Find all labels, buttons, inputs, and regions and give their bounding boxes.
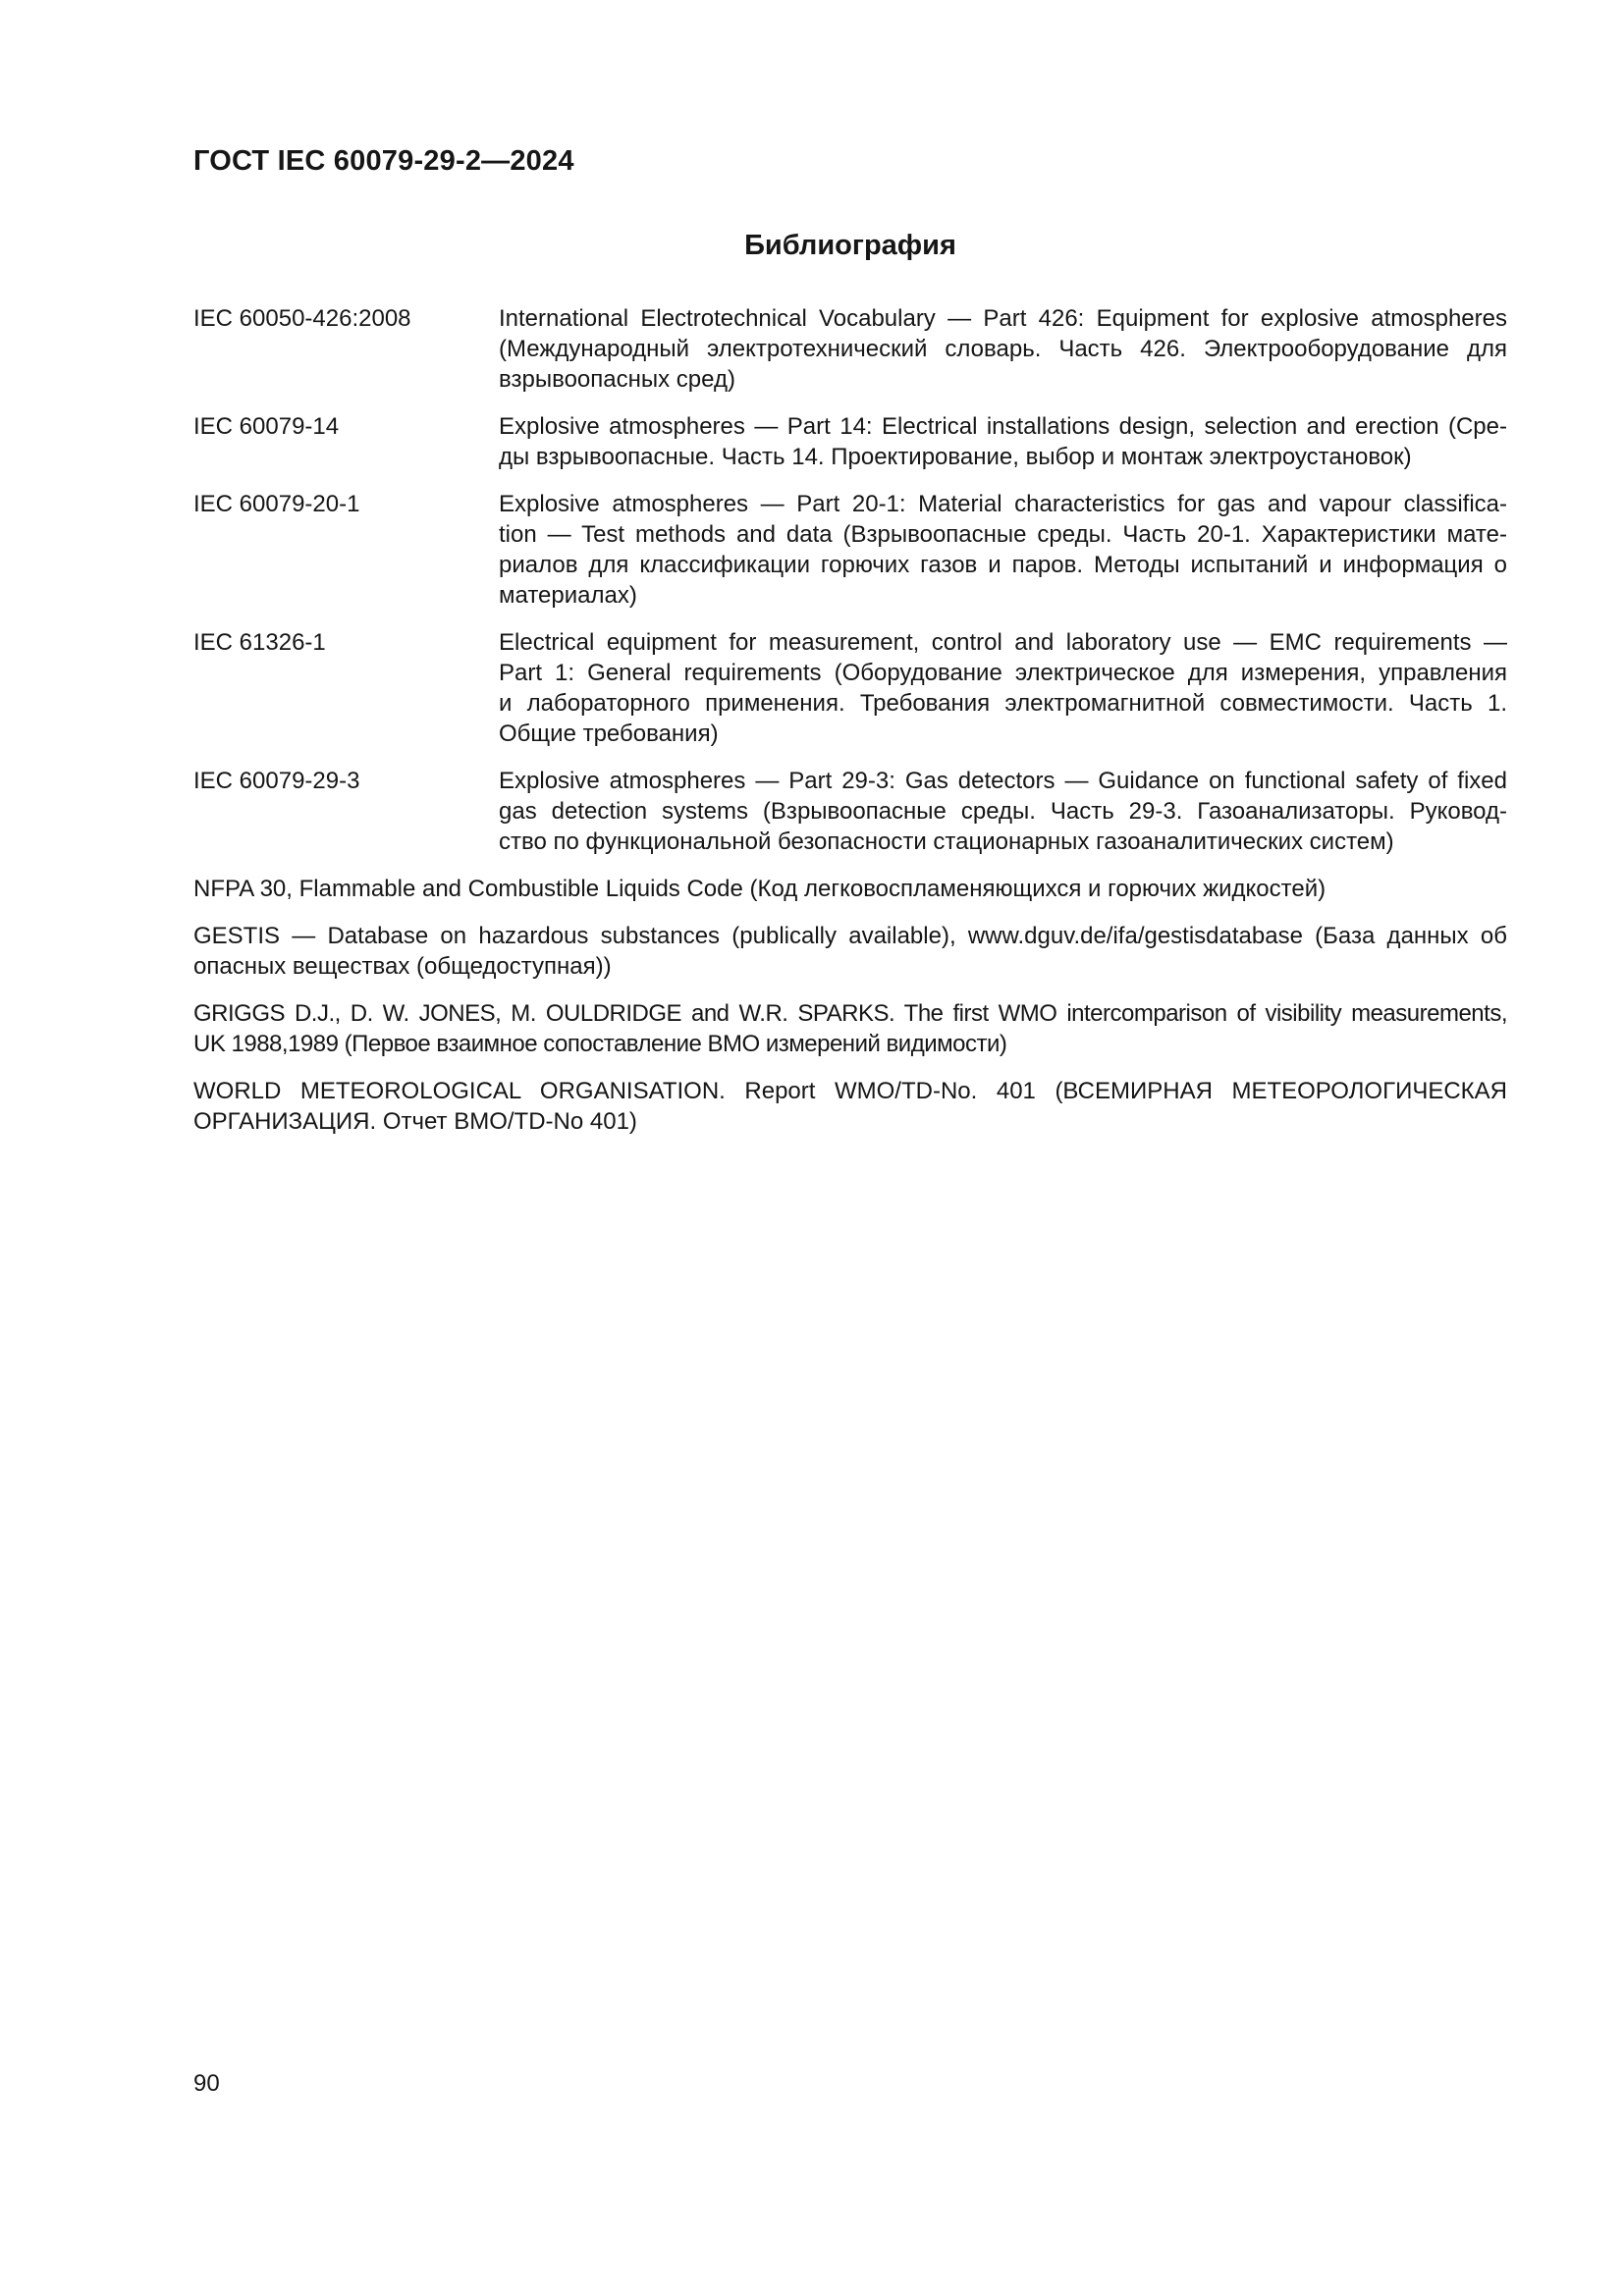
bibliography-paragraph-wmo: WORLD METEOROLOGICAL ORGANISATION. Report WMO/TD-No. 401 (ВСЕМИРНАЯ МЕТЕОРОЛОГИЧЕСКАЯ ОРГАНИЗАЦИЯ. Отчет ВМО/TD-No 401) [193, 1078, 1507, 1135]
bibliography-paragraph-griggs: GRIGGS D.J., D. W. JONES, M. OULDRIDGE and W.R. SPARKS. The first WMO intercomparison of visibility measurements, UK 1988,1989 (Первое взаимное сопоставление ВМО измерений видимости) [193, 1000, 1507, 1057]
reference-entry [193, 303, 1507, 395]
reference-description: Explosive atmospheres — Part 20-1: Material characteristics for gas and vapour classifica- tion — Test methods and data (Взрывоопасные среды. Часть 20-1. Характеристики мате- риалов для классификации горючих газов и паров. Методы испытаний и информация о материалах) [499, 491, 1507, 609]
reference-entry [193, 627, 1507, 749]
reference-id: IEC 60050-426:2008 [193, 305, 411, 332]
reference-id: IEC 60079-14 [193, 413, 340, 440]
reference-description: Explosive atmospheres — Part 14: Electrical installations design, selection and erection (Сре- ды взрывоопасные. Часть 14. Проектирование, выбор и монтаж электроустановок) [499, 413, 1507, 470]
reference-description: Explosive atmospheres — Part 29-3: Gas detectors — Guidance on functional safety of fixed gas detection systems (Взрывоопасные среды. Часть 29-3. Газоанализаторы. Руковод- ство по функциональной безопасности стационарных газоаналитических систем) [499, 768, 1507, 855]
reference-entry [193, 766, 1507, 857]
reference-description: Electrical equipment for measurement, control and laboratory use — EMC requirements — Part 1: General requirements (Оборудование электрическое для измерения, управления и лабораторного применения. Требования электромагнитной совместимости. Часть 1. Общие требования) [499, 629, 1507, 747]
section-title: Библиография [744, 230, 956, 261]
reference-id: IEC 60079-20-1 [193, 491, 360, 517]
reference-description: International Electrotechnical Vocabulary — Part 426: Equipment for explosive atmospheres (Международный электротехнический словарь. Часть 426. Электрооборудование для взрывоопасных сред) [499, 305, 1507, 393]
reference-id: IEC 60079-29-3 [193, 768, 360, 794]
reference-entry [193, 489, 1507, 611]
reference-entry [193, 411, 1507, 472]
reference-list [193, 303, 1507, 857]
bibliography-paragraph-gestis: GESTIS — Database on hazardous substances (publically available), www.dguv.de/ifa/gestisdatabase (База данных об опасных веществах (общедоступная)) [193, 923, 1507, 980]
document-header: ГОСТ IEC 60079-29-2—2024 [193, 145, 574, 177]
document-page [0, 0, 1624, 1137]
bibliography-paragraphs [193, 874, 1507, 1137]
page-number: 90 [193, 2070, 220, 2097]
reference-id: IEC 61326-1 [193, 629, 326, 656]
bibliography-paragraph-nfpa: NFPA 30, Flammable and Combustible Liquids Code (Код легковоспламеняющихся и горючих жидкостей) [193, 876, 1326, 902]
